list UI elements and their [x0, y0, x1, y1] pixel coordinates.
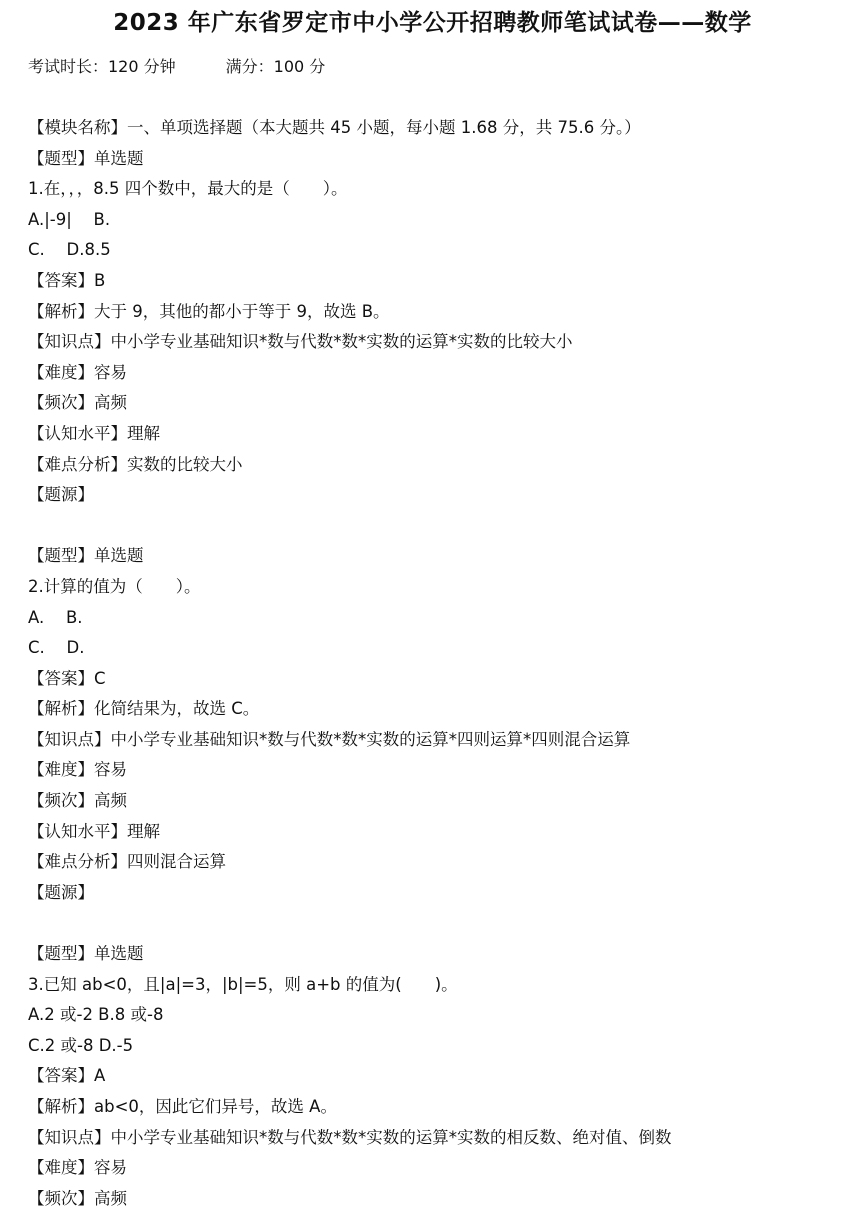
- question-analysis: 【解析】ab<0，因此它们异号，故选 A。: [28, 1097, 337, 1116]
- question-options-cd: C. D.: [28, 638, 85, 658]
- question-analysis: 【解析】化简结果为，故选 C。: [28, 699, 260, 719]
- exam-duration: 考试时长：120 分钟: [28, 57, 176, 76]
- question-2: [28, 541, 858, 908]
- question-type: 【题型】单选题: [28, 944, 144, 964]
- page-title: 2023 年广东省罗定市中小学公开招聘教师笔试试卷——数学: [113, 10, 752, 36]
- question-key-point: 【难点分析】实数的比较大小: [28, 454, 243, 474]
- question-type: 【题型】单选题: [28, 546, 144, 566]
- question-difficulty: 【难度】容易: [28, 362, 127, 382]
- question-answer: 【答案】C: [28, 668, 106, 688]
- module-heading: 【模块名称】一、单项选择题（本大题共 45 小题，每小题 1.68 分，共 75.6 分。）: [28, 118, 641, 137]
- question-difficulty: 【难度】容易: [28, 760, 127, 780]
- question-1: [28, 144, 858, 511]
- question-answer: 【答案】B: [28, 270, 106, 290]
- question-stem: 1.在，，，8.5 四个数中，最大的是（ ）。: [28, 179, 348, 199]
- question-stem: 3.已知 ab<0，且|a|=3，|b|=5，则 a+b 的值为( )。: [28, 974, 458, 994]
- question-answer: 【答案】A: [28, 1066, 106, 1086]
- question-options-ab: A.|-9| B.: [28, 209, 111, 229]
- question-source: 【题源】: [28, 485, 94, 505]
- question-options-ab: A.2 或-2 B.8 或-8: [28, 1005, 164, 1025]
- question-frequency: 【频次】高频: [28, 1188, 127, 1208]
- question-options-cd: C. D.8.5: [28, 240, 111, 260]
- question-cognition: 【认知水平】理解: [28, 423, 160, 443]
- question-knowledge: 【知识点】中小学专业基础知识*数与代数*数*实数的运算*实数的比较大小: [28, 332, 573, 352]
- full-score: 满分：100 分: [225, 57, 326, 76]
- question-3: [28, 939, 858, 1214]
- question-knowledge: 【知识点】中小学专业基础知识*数与代数*数*实数的运算*实数的相反数、绝对值、倒数: [28, 1127, 672, 1147]
- question-frequency: 【频次】高频: [28, 791, 127, 811]
- question-options-ab: A. B.: [28, 607, 83, 627]
- exam-body: [28, 113, 858, 1214]
- question-cognition: 【认知水平】理解: [28, 821, 160, 841]
- question-difficulty: 【难度】容易: [28, 1158, 127, 1178]
- question-key-point: 【难点分析】四则混合运算: [28, 852, 226, 872]
- exam-meta: [28, 54, 325, 77]
- question-frequency: 【频次】高频: [28, 393, 127, 413]
- question-knowledge: 【知识点】中小学专业基础知识*数与代数*数*实数的运算*四则运算*四则混合运算: [28, 729, 631, 749]
- question-source: 【题源】: [28, 882, 94, 902]
- question-options-cd: C.2 或-8 D.-5: [28, 1035, 134, 1055]
- question-stem: 2.计算的值为（ ）。: [28, 576, 201, 596]
- question-type: 【题型】单选题: [28, 148, 144, 168]
- question-analysis: 【解析】大于 9，其他的都小于等于 9，故选 B。: [28, 301, 390, 321]
